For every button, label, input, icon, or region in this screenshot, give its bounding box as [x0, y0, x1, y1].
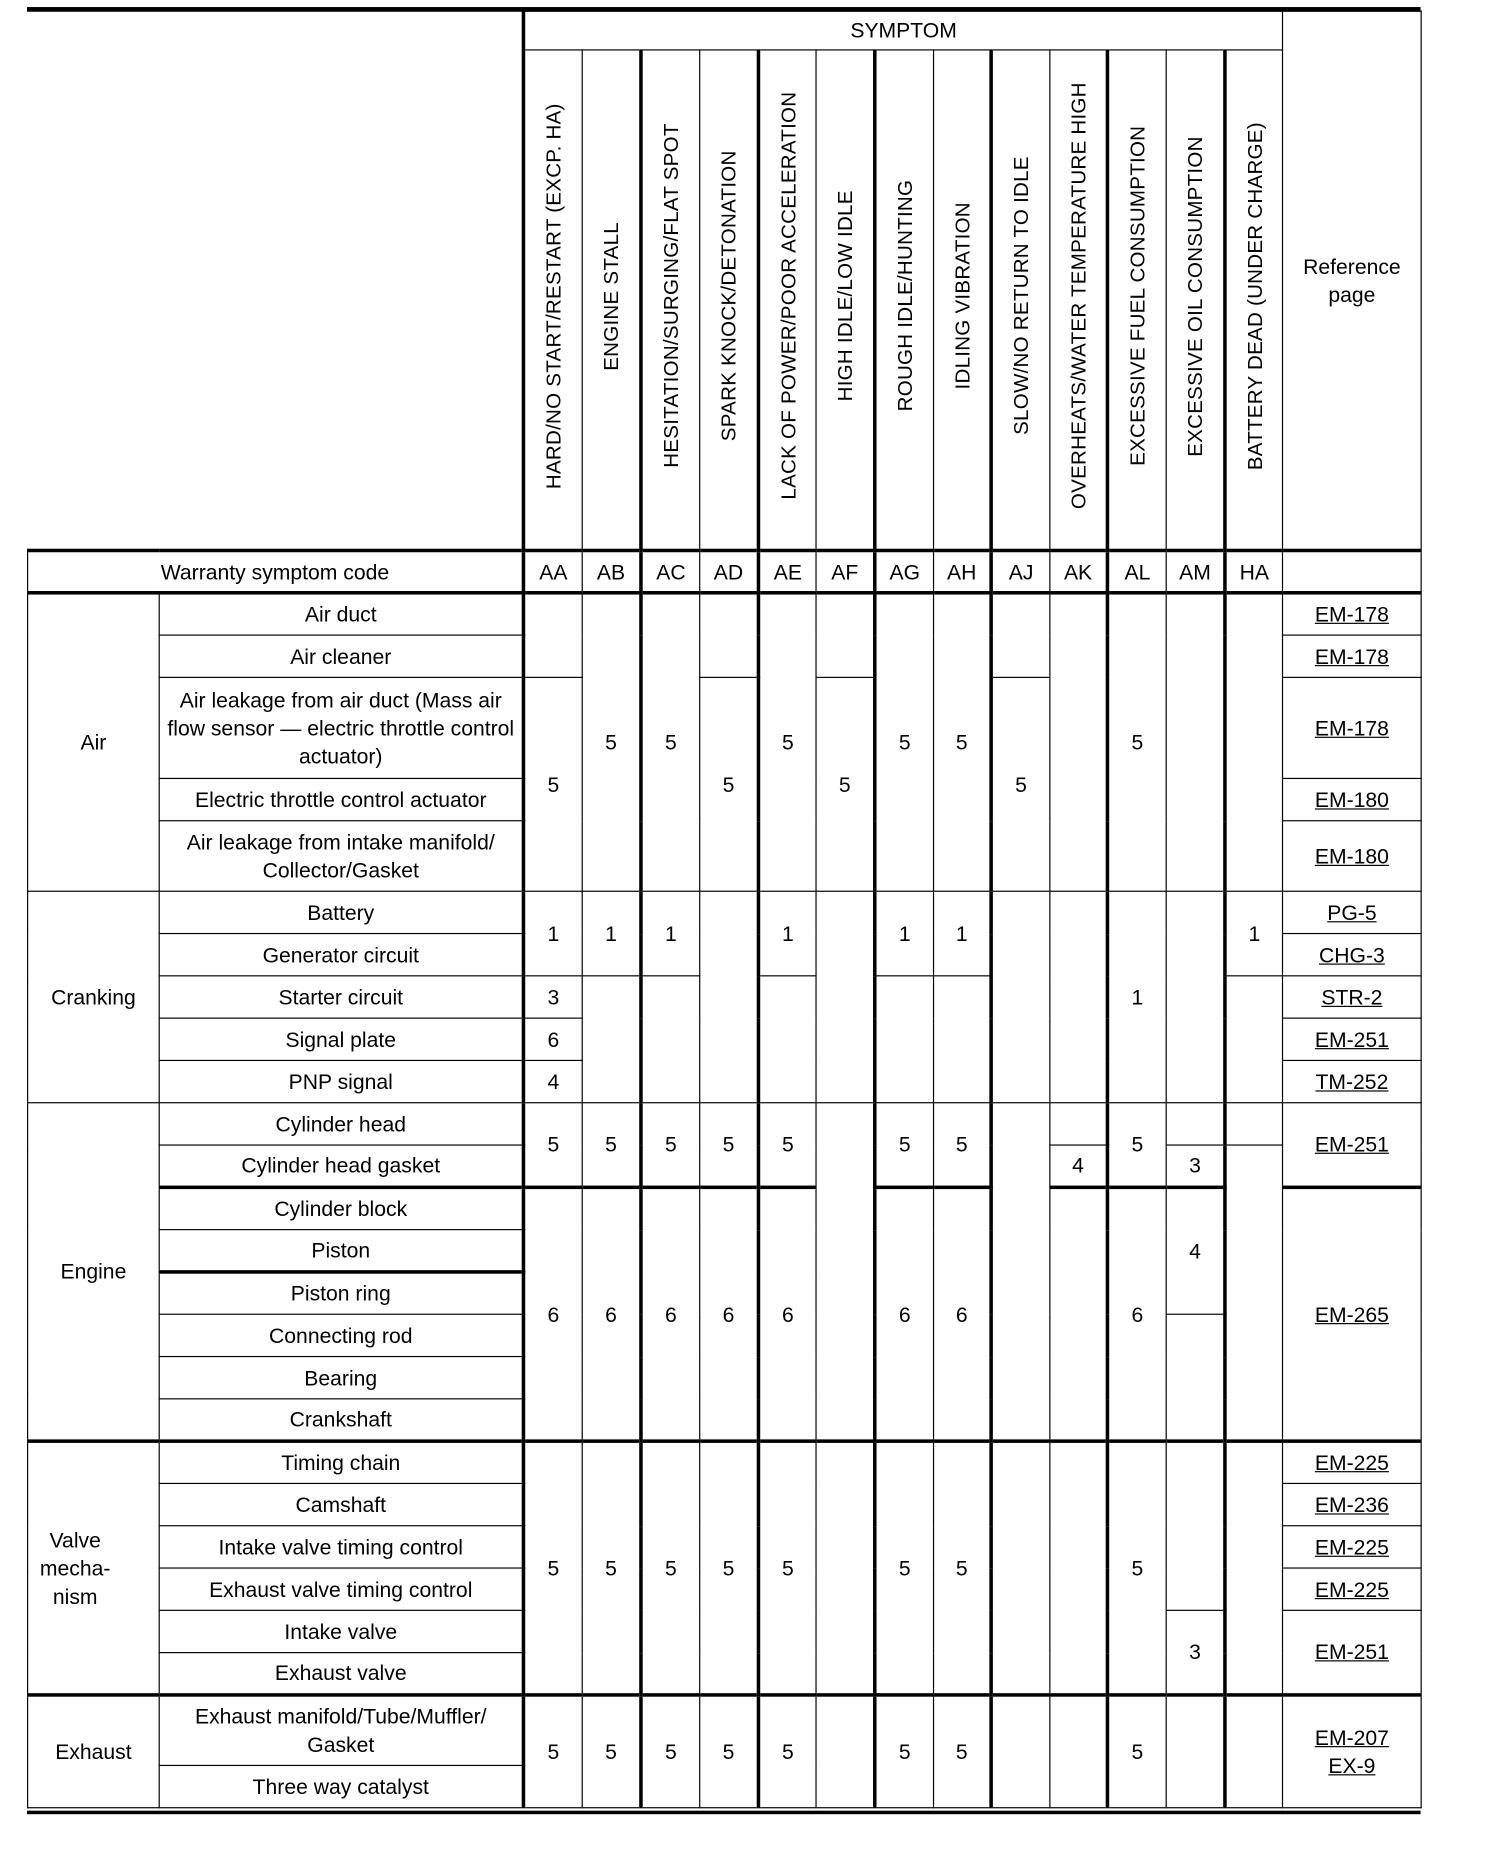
ref-link[interactable]: EM-178 [1283, 677, 1422, 778]
cell-crank-ae: 1 [758, 891, 816, 976]
reference-page-header: Reference page [1283, 11, 1422, 550]
header-blank [28, 11, 524, 550]
symptom-title: SYMPTOM [523, 11, 1282, 50]
part-con-rod: Connecting rod [159, 1314, 523, 1356]
part-catalyst: Three way catalyst [159, 1765, 523, 1807]
cell-crank-ak [1050, 891, 1108, 1102]
cell-crank-ab: 1 [582, 891, 641, 976]
cell-block-ah: 6 [934, 1187, 992, 1441]
cell-valve-al: 5 [1107, 1441, 1166, 1695]
code-ha: HA [1225, 550, 1283, 592]
cell-head-ag: 5 [875, 1103, 934, 1188]
col-header-ag: ROUGH IDLE/HUNTING [875, 50, 934, 551]
ref-link[interactable]: CHG-3 [1283, 934, 1422, 976]
cell-head-ah: 5 [934, 1103, 992, 1188]
cell-pnp-aa: 4 [523, 1060, 582, 1102]
cell-head-aa: 5 [523, 1103, 582, 1188]
part-bearing: Bearing [159, 1357, 523, 1399]
cell-crank-al: 1 [1107, 891, 1166, 1102]
ref-link[interactable]: EM-225 [1283, 1526, 1422, 1568]
code-aj: AJ [991, 550, 1050, 592]
col-header-af: HIGH IDLE/LOW IDLE [816, 50, 875, 551]
cell-exh-aa: 5 [523, 1695, 582, 1808]
cell-valve-af [816, 1441, 875, 1695]
cell-head-ab: 5 [582, 1103, 641, 1188]
cell-exh-ag: 5 [875, 1695, 934, 1808]
part-piston: Piston [159, 1230, 523, 1272]
cell-valve-aa: 5 [523, 1441, 582, 1695]
cell-valve-ah: 5 [934, 1441, 992, 1695]
ref-link[interactable]: EM-251 [1283, 1103, 1422, 1188]
cell-block-ak [1050, 1187, 1108, 1441]
ref-link[interactable]: EM-265 [1283, 1187, 1422, 1441]
part-intake-vtc: Intake valve timing control [159, 1526, 523, 1568]
code-ac: AC [641, 550, 700, 592]
part-etc-actuator: Electric throttle control actuator [159, 778, 523, 820]
cell-exh-ae: 5 [758, 1695, 816, 1808]
part-crankshaft: Crankshaft [159, 1399, 523, 1441]
cell-engine-aj [991, 1103, 1050, 1441]
part-generator: Generator circuit [159, 934, 523, 976]
code-af: AF [816, 550, 875, 592]
cell-crank-ac: 1 [641, 891, 700, 976]
cell-air-ac: 5 [641, 593, 700, 891]
code-ag: AG [875, 550, 934, 592]
table-row [28, 593, 1422, 635]
cell-crank-aa: 1 [523, 891, 582, 976]
part-air-cleaner: Air cleaner [159, 635, 523, 677]
cell-valve-ac: 5 [641, 1441, 700, 1695]
cell-head-ak-top [1050, 1103, 1108, 1145]
col-header-am: EXCESSIVE OIL CONSUMPTION [1166, 50, 1225, 551]
part-cyl-block: Cylinder block [159, 1187, 523, 1229]
cell-crank-aj [991, 891, 1050, 1102]
part-cyl-head: Cylinder head [159, 1103, 523, 1145]
col-header-aj: SLOW/NO RETURN TO IDLE [991, 50, 1050, 551]
cell-crank-ac-low [641, 976, 700, 1103]
cell-crank-ab-low [582, 976, 641, 1103]
cell-valve-ha [1225, 1441, 1283, 1695]
ref-link[interactable]: EM-178 [1283, 593, 1422, 635]
cell-crank-ad [700, 891, 759, 1102]
part-air-leak-duct: Air leakage from air duct (Mass air flow sensor — electric throttle control actuator) [159, 677, 523, 778]
ref-link[interactable]: EM-178 [1283, 635, 1422, 677]
cell-air-aa-top [523, 593, 582, 678]
part-intake-valve: Intake valve [159, 1610, 523, 1652]
cell-air-aj-top [991, 593, 1050, 678]
part-camshaft: Camshaft [159, 1483, 523, 1525]
cell-air-ag: 5 [875, 593, 934, 891]
cell-valve-ab: 5 [582, 1441, 641, 1695]
table-row [28, 1695, 1422, 1766]
part-cyl-head-gasket: Cylinder head gasket [159, 1145, 523, 1187]
cell-starter-aa: 3 [523, 976, 582, 1018]
cell-engine-af [816, 1103, 875, 1441]
cell-air-af: 5 [816, 677, 875, 891]
cell-signal-aa: 6 [523, 1018, 582, 1060]
code-ad: AD [700, 550, 759, 592]
cell-engine-ha [1225, 1145, 1283, 1441]
cell-head-ae: 5 [758, 1103, 816, 1188]
part-exhaust-manifold: Exhaust manifold/Tube/Muffler/ Gasket [159, 1695, 523, 1766]
col-header-al: EXCESSIVE FUEL CONSUMPTION [1107, 50, 1166, 551]
group-air: Air [28, 593, 160, 891]
cell-air-af-top [816, 593, 875, 678]
cell-valve-ag: 5 [875, 1441, 934, 1695]
cell-gasket-ak: 4 [1050, 1145, 1108, 1187]
cell-head-am-top [1166, 1103, 1225, 1145]
cell-air-ha [1225, 593, 1283, 891]
ref-link[interactable]: EM-180 [1283, 821, 1422, 892]
cell-block-al: 6 [1107, 1187, 1166, 1441]
table-row [28, 1187, 1422, 1229]
cell-air-ae: 5 [758, 593, 816, 891]
part-air-duct: Air duct [159, 593, 523, 635]
cell-exh-af [816, 1695, 875, 1808]
cell-crank-ah: 1 [934, 891, 992, 976]
cell-air-aj: 5 [991, 677, 1050, 891]
col-header-aa: HARD/NO START/RESTART (EXCP. HA) [523, 50, 582, 551]
ref-link[interactable]: EM-180 [1283, 778, 1422, 820]
part-starter: Starter circuit [159, 976, 523, 1018]
cell-valve-am-top [1166, 1441, 1225, 1610]
ref-link[interactable]: STR-2 [1283, 976, 1422, 1018]
ref-link-ex9[interactable]: EX-9 [1328, 1754, 1376, 1778]
code-ab: AB [582, 550, 641, 592]
ref-link[interactable]: EM-225 [1283, 1441, 1422, 1483]
cell-crank-ha-low [1225, 976, 1283, 1103]
warranty-code-row [28, 550, 1422, 592]
code-ref-blank [1283, 550, 1422, 592]
part-pnp: PNP signal [159, 1060, 523, 1102]
cell-valve-am: 3 [1166, 1610, 1225, 1695]
cell-block-am: 4 [1166, 1187, 1225, 1314]
ref-link-group[interactable] [1283, 1695, 1422, 1808]
cell-exh-ac: 5 [641, 1695, 700, 1808]
cell-block-aa: 6 [523, 1187, 582, 1441]
col-header-ad: SPARK KNOCK/DETONATION [700, 50, 759, 551]
cell-exh-aj [991, 1695, 1050, 1808]
ref-link[interactable]: TM-252 [1283, 1060, 1422, 1102]
table-row [28, 1441, 1422, 1483]
cell-block-ag: 6 [875, 1187, 934, 1441]
cell-valve-ak [1050, 1441, 1108, 1695]
cell-crank-ag: 1 [875, 891, 934, 976]
cell-block-ab: 6 [582, 1187, 641, 1441]
ref-link[interactable]: EM-251 [1283, 1610, 1422, 1695]
cell-head-al: 5 [1107, 1103, 1166, 1188]
group-valve: Valve mecha- nism [28, 1441, 160, 1695]
cell-valve-ad: 5 [700, 1441, 759, 1695]
cell-air-ah: 5 [934, 593, 992, 891]
ref-link[interactable]: EM-225 [1283, 1568, 1422, 1610]
part-signal-plate: Signal plate [159, 1018, 523, 1060]
cell-air-ab: 5 [582, 593, 641, 891]
cell-crank-am [1166, 891, 1225, 1102]
cell-valve-ae: 5 [758, 1441, 816, 1695]
part-battery: Battery [159, 891, 523, 933]
cell-exh-ab: 5 [582, 1695, 641, 1808]
cell-air-ad-top [700, 593, 759, 678]
table-row [28, 1103, 1422, 1145]
col-header-ab: ENGINE STALL [582, 50, 641, 551]
cell-air-ad: 5 [700, 677, 759, 891]
code-ae: AE [758, 550, 816, 592]
warranty-code-label: Warranty symptom code [28, 550, 524, 592]
code-al: AL [1107, 550, 1166, 592]
cell-head-ac: 5 [641, 1103, 700, 1188]
cell-block-ad: 6 [700, 1187, 759, 1441]
col-header-ae: LACK OF POWER/POOR ACCELERATION [758, 50, 816, 551]
cell-air-aa: 5 [523, 677, 582, 891]
cell-valve-aj [991, 1441, 1050, 1695]
code-ah: AH [934, 550, 992, 592]
code-am: AM [1166, 550, 1225, 592]
col-header-ha: BATTERY DEAD (UNDER CHARGE) [1225, 50, 1283, 551]
code-aa: AA [523, 550, 582, 592]
bottom-rule [27, 1811, 1421, 1815]
symptom-diagnosis-table [27, 11, 1422, 1809]
group-cranking: Cranking [28, 891, 160, 1102]
code-ak: AK [1050, 550, 1108, 592]
cell-head-ad: 5 [700, 1103, 759, 1188]
cell-exh-ad: 5 [700, 1695, 759, 1808]
group-exhaust: Exhaust [28, 1695, 160, 1808]
part-exhaust-vtc: Exhaust valve timing control [159, 1568, 523, 1610]
cell-air-al: 5 [1107, 593, 1166, 891]
part-timing-chain: Timing chain [159, 1441, 523, 1483]
cell-block-ae: 6 [758, 1187, 816, 1441]
cell-crank-ae-low [758, 976, 816, 1103]
ref-link-em207[interactable]: EM-207 [1314, 1726, 1389, 1750]
cell-block-ac: 6 [641, 1187, 700, 1441]
cell-crank-ha: 1 [1225, 891, 1283, 976]
cell-crank-af [816, 891, 875, 1102]
cell-crank-ag-low [875, 976, 934, 1103]
col-header-ah: IDLING VIBRATION [934, 50, 992, 551]
part-air-leak-manifold: Air leakage from intake manifold/ Collector/Gasket [159, 821, 523, 892]
table-row [28, 891, 1422, 933]
group-engine: Engine [28, 1103, 160, 1441]
cell-head-ha-top [1225, 1103, 1283, 1145]
cell-conrod-am [1166, 1314, 1225, 1441]
cell-gasket-am: 3 [1166, 1145, 1225, 1187]
cell-air-am [1166, 593, 1225, 891]
ref-link[interactable]: EM-236 [1283, 1483, 1422, 1525]
cell-exh-am [1166, 1695, 1225, 1808]
cell-exh-ha [1225, 1695, 1283, 1808]
part-exhaust-valve: Exhaust valve [159, 1653, 523, 1695]
cell-exh-ah: 5 [934, 1695, 992, 1808]
cell-crank-ah-low [934, 976, 992, 1103]
ref-link[interactable]: PG-5 [1283, 891, 1422, 933]
col-header-ac: HESITATION/SURGING/FLAT SPOT [641, 50, 700, 551]
cell-air-ak [1050, 593, 1108, 891]
part-piston-ring: Piston ring [159, 1272, 523, 1314]
ref-link[interactable]: EM-251 [1283, 1018, 1422, 1060]
col-header-ak: OVERHEATS/WATER TEMPERATURE HIGH [1050, 50, 1108, 551]
cell-exh-ak [1050, 1695, 1108, 1808]
cell-exh-al: 5 [1107, 1695, 1166, 1808]
